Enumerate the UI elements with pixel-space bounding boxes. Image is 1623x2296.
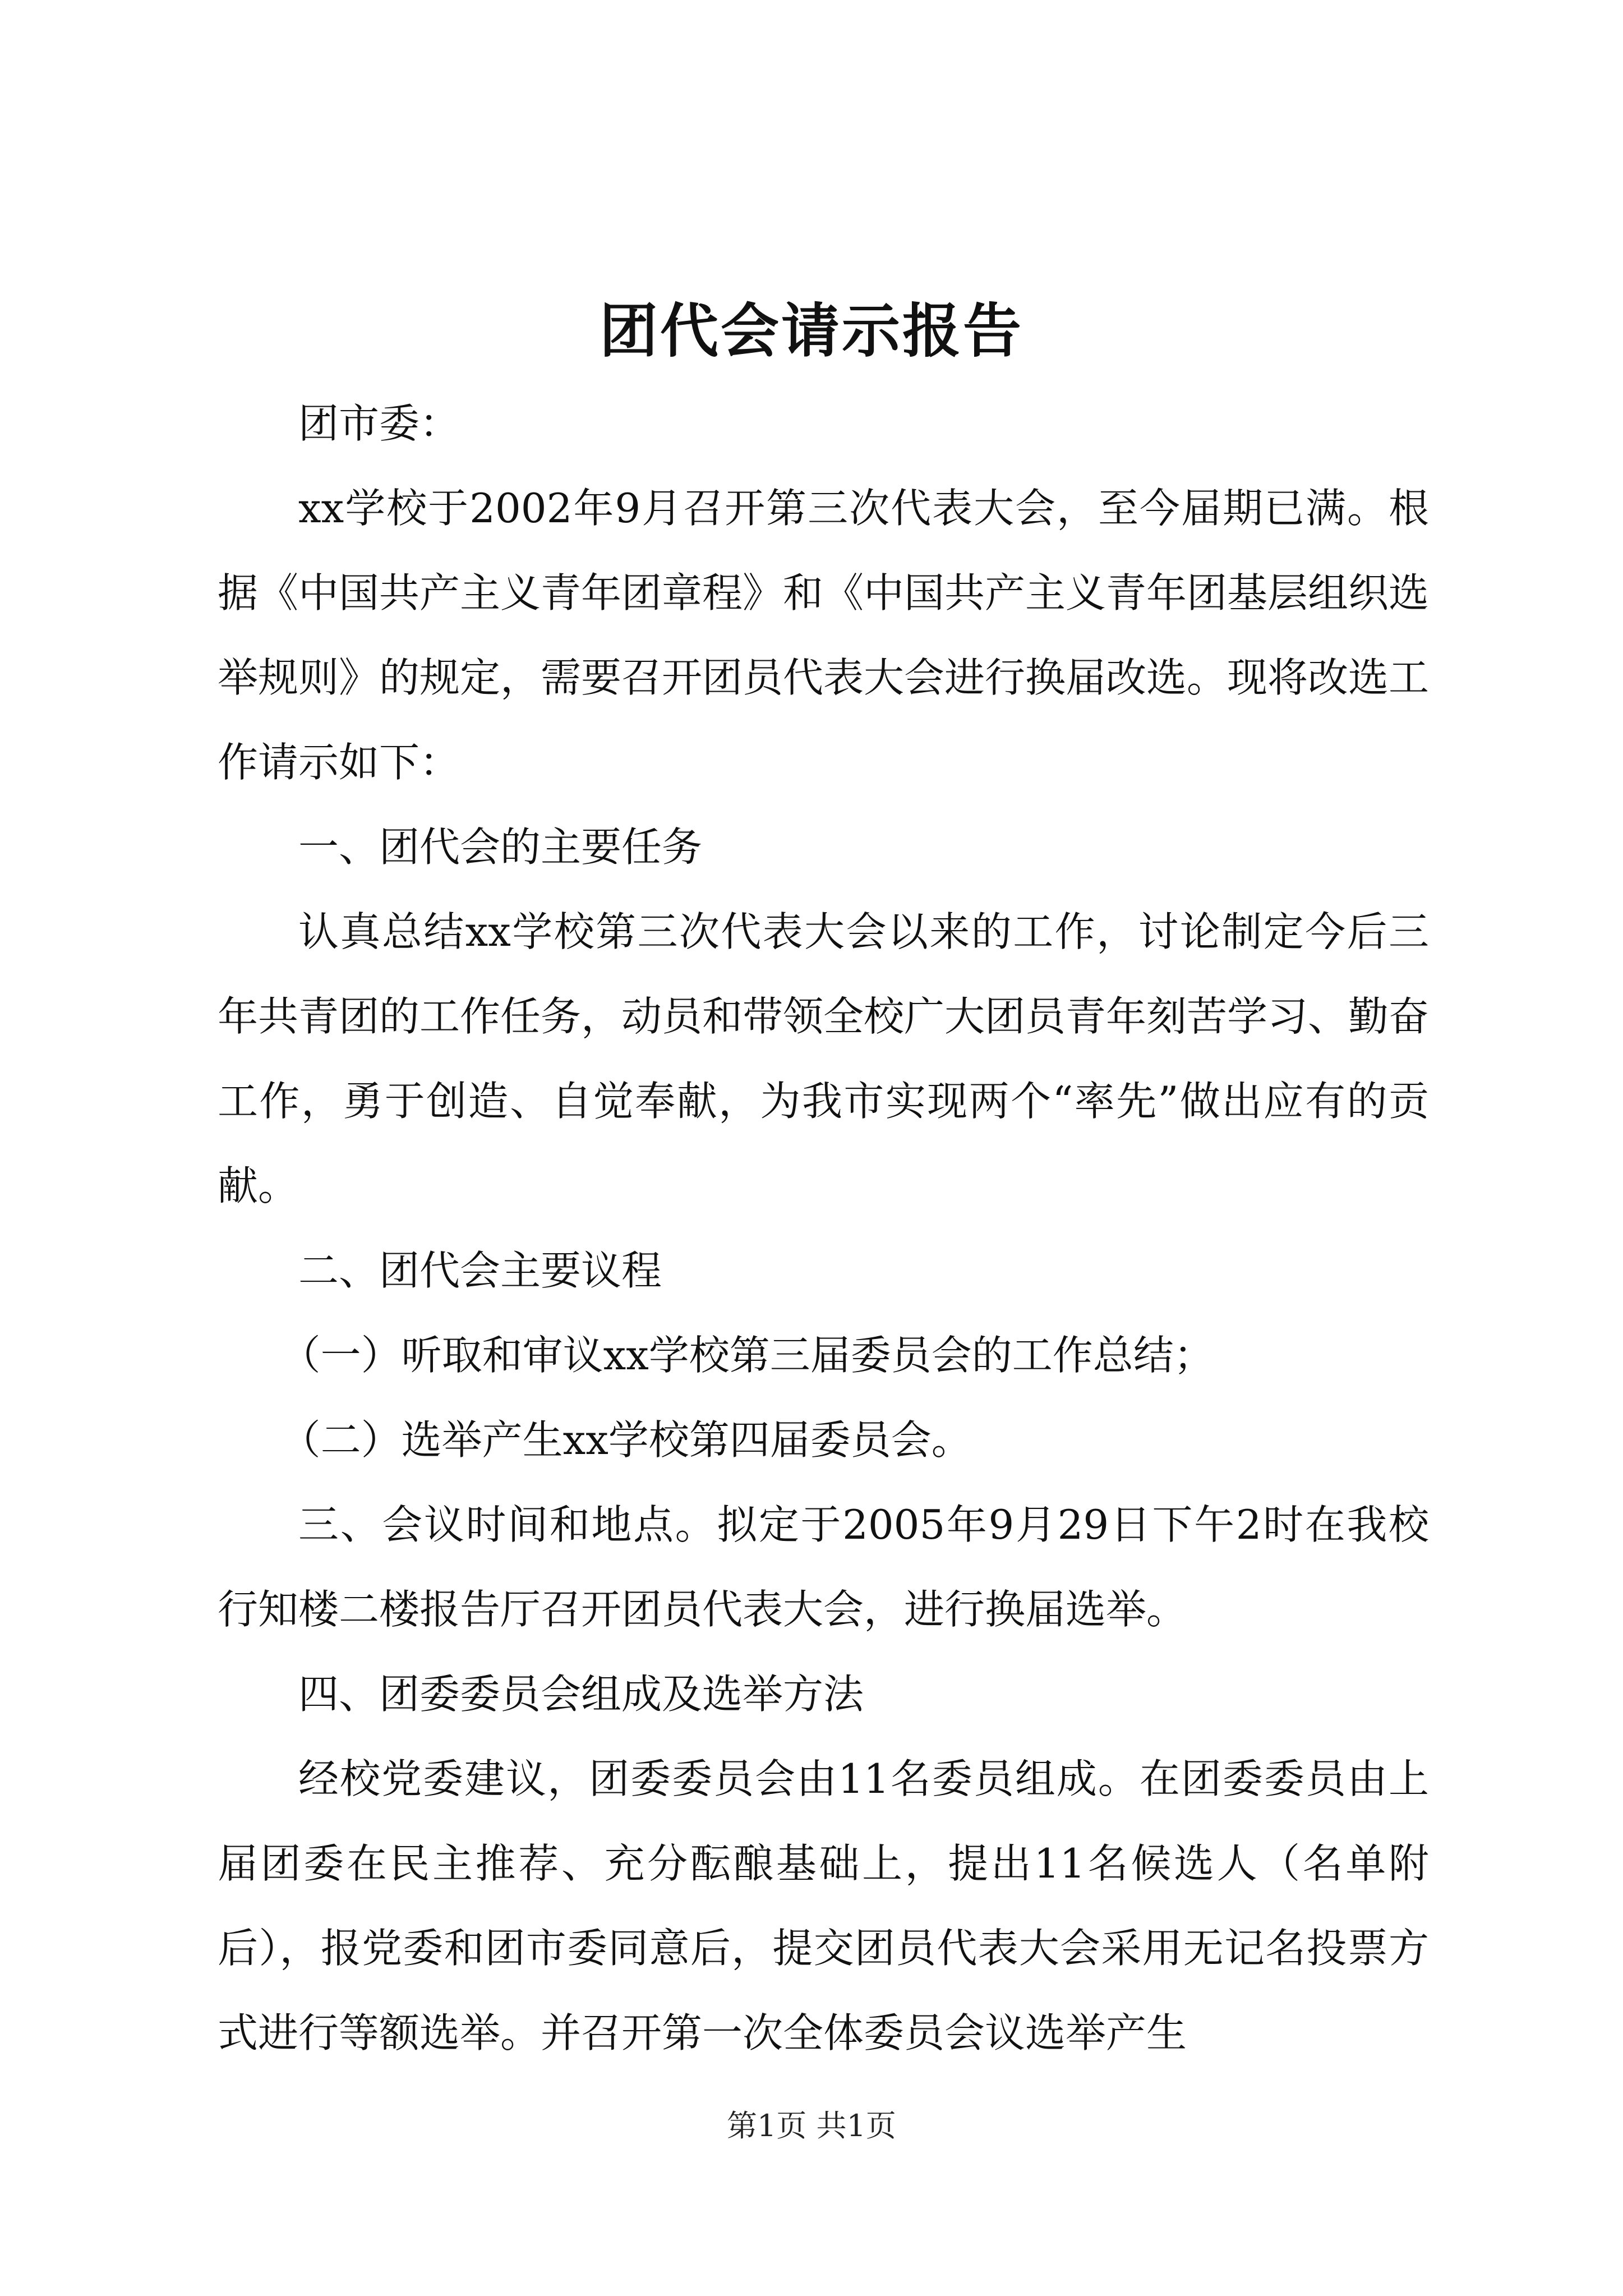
section-3-paragraph: 三、会议时间和地点。拟定于2005年9月29日下午2时在我校行知楼二楼报告厅召开团员代表大会，进行换届选举。	[218, 1501, 1429, 1633]
section-heading-1: 一、团代会的主要任务	[298, 823, 703, 871]
section-4-paragraph: 经校党委建议，团委委员会由11名委员组成。在团委委员由上届团委在民主推荐、充分酝酿基础上，提出11名候选人（名单附后），报党委和团市委同意后，提交团员代表大会采用无记名投票方式进行等额选举。并召开第一次全体委员会议选举产生	[218, 1755, 1429, 2056]
agenda-item-1: （一）听取和审议xx学校第三届委员会的工作总结；	[280, 1332, 1214, 1379]
salutation: 团市委：	[298, 400, 460, 447]
section-heading-4: 四、团委委员会组成及选举方法	[298, 1671, 864, 1718]
section-heading-2: 二、团代会主要议程	[298, 1247, 662, 1294]
document-title: 团代会请示报告	[599, 296, 1023, 365]
document-body	[218, 381, 1429, 2076]
section-1-paragraph: 认真总结xx学校第三次代表大会以来的工作，讨论制定今后三年共青团的工作任务，动员和带领全校广大团员青年刻苦学习、勤奋工作，勇于创造、自觉奉献，为我市实现两个“率先”做出应有的贡献。	[218, 908, 1430, 1209]
agenda-item-2: （二）选举产生xx学校第四届委员会。	[280, 1416, 972, 1464]
intro-paragraph: xx学校于2002年9月召开第三次代表大会，至今届期已满。根据《中国共产主义青年团章程》和《中国共产主义青年团基层组织选举规则》的规定，需要召开团员代表大会进行换届改选。现将改选工作请示如下：	[218, 485, 1430, 786]
page-footer: 第1页 共1页	[727, 2108, 896, 2143]
